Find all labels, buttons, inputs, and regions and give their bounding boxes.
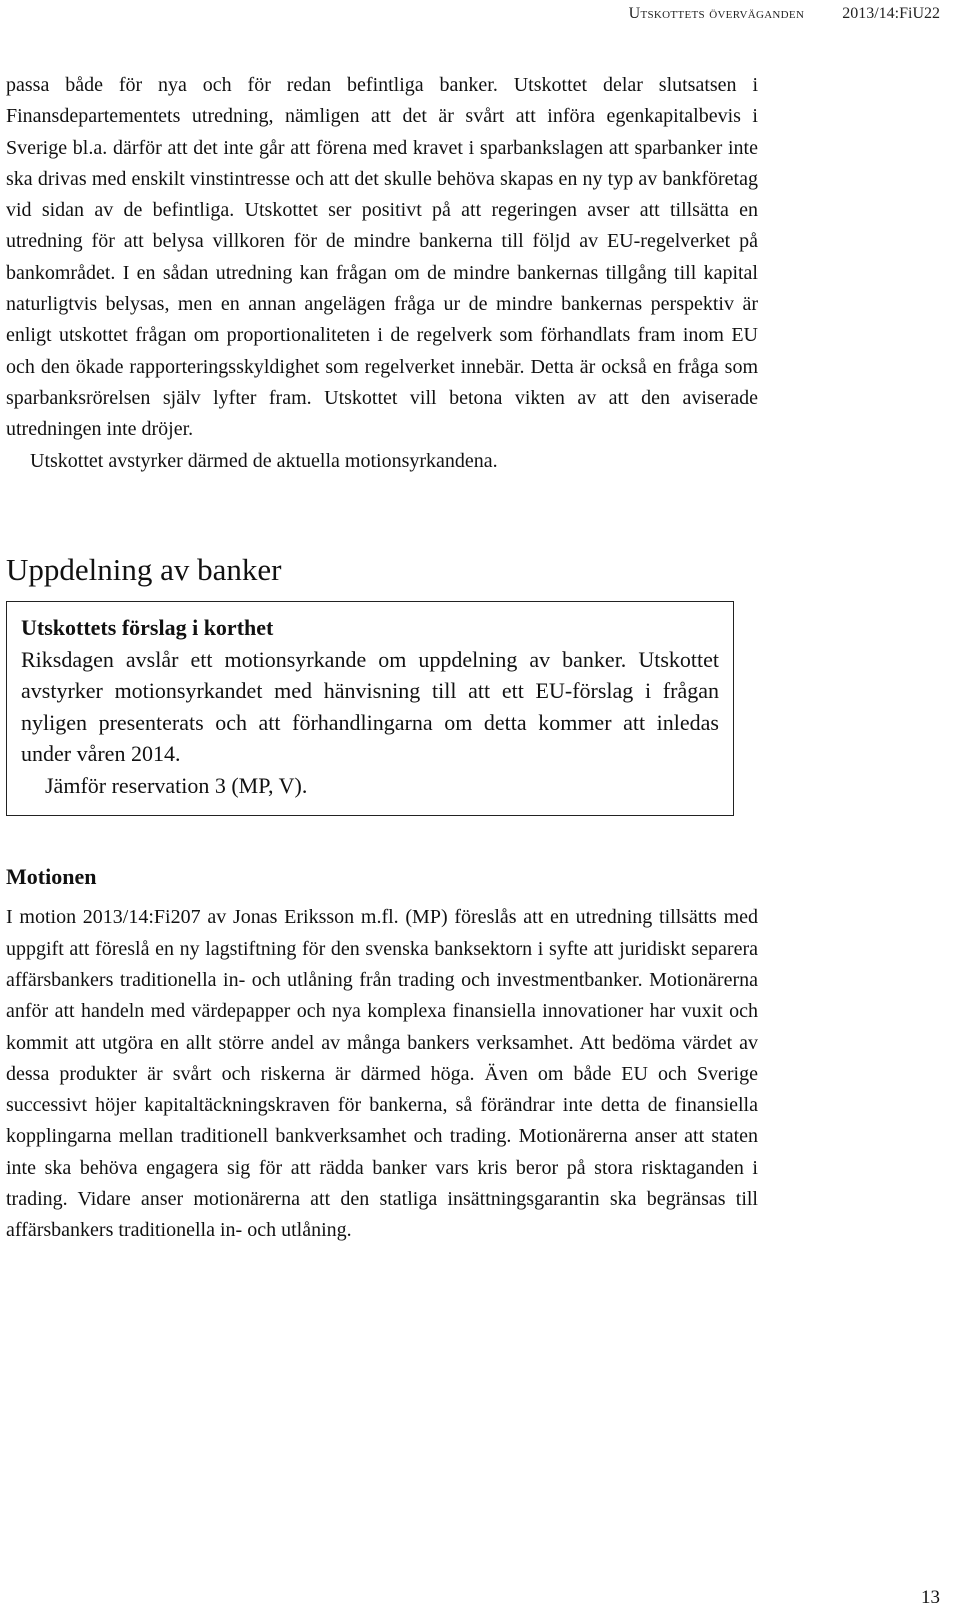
summary-box-text: Riksdagen avslår ett motionsyrkande om uppdelning av banker. Utskottet avstyrker motionsyrkandet med hänvisning till att ett EU-förslag i frågan nyligen presenterats och att förhandlingarna om detta kommer att inledas under våren 2014. [21,646,719,767]
header-report-id: 2013/14:FiU22 [842,5,940,22]
body-paragraph: passa både för nya och för redan befintliga banker. Utskottet delar slutsatsen i Finansdepartementets utredning, nämligen att det är svårt att införa egenkapitalbevis i Sverige bl.a. därför att det inte går att förena med kravet i sparbankslagen att sparbanker inte ska drivas med enskilt vinstintresse och att det skulle behöva skapas en ny typ av bankföretag vid sidan av de befintliga. Utskottet ser positivt på att regeringen avser att tillsätta en utredning för att belysa villkoren för de mindre bankerna till följd av EU-regelverket på bankområdet. I en sådan utredning kan frågan om de mindre bankernas tillgång till kapital naturligtvis belysas, men en annan angelägen fråga ur de mindre bankernas perspektiv är enligt utskottet frågan om proportionaliteten i de regelverk som förhandlats fram inom EU och den ökade rapporteringsskyldighet som regelverket innebär. Detta är också en fråga som sparbanksrörelsen själv lyfter fram. Utskottet vill betona vikten av att den aviserade utredningen inte dröjer. [6,74,758,441]
page-content [6,70,758,1247]
motion-paragraph: I motion 2013/14:Fi207 av Jonas Eriksson m.fl. (MP) föreslås att en utredning tillsätts med uppgift att föreslå en ny lagstiftning för den svenska banksektorn i syfte att juridiskt separera affärsbankers traditionella in- och utlåning från trading och investmentbanker. Motionärerna anför att handeln med värdepapper och nya komplexa finansiella innovationer har vuxit och kommit att utgöra en allt större andel av många bankers verksamhet. Att bedöma värdet av dessa produkter är svårt och riskerna är därmed höga. Även om både EU och Sverige successivt höjer kapitaltäckningskraven för bankerna, så förändrar inte detta de finansiella kopplingarna mellan traditionell bankverksamhet och trading. Motionärerna anser att staten inte ska behöva engagera sig för att rädda banker vars kris beror på stora risktaganden i trading. Vidare anser motionärerna att den statliga insättningsgarantin ska begränsas till affärsbankers traditionella in- och utlåning. [6,906,758,1242]
section-heading: Uppdelning av banker [6,551,282,587]
page-number: 13 [921,1587,940,1608]
summary-box-reservation: Jämför reservation 3 (MP, V). [45,772,308,798]
summary-box-heading: Utskottets förslag i korthet [21,614,274,640]
running-header [629,4,940,24]
header-section-name: Utskottets överväganden [628,5,805,22]
summary-box [6,601,734,817]
motion-subheading: Motionen [6,864,97,890]
body-paragraph-conclusion: Utskottet avstyrker därmed de aktuella motionsyrkandena. [30,449,498,472]
